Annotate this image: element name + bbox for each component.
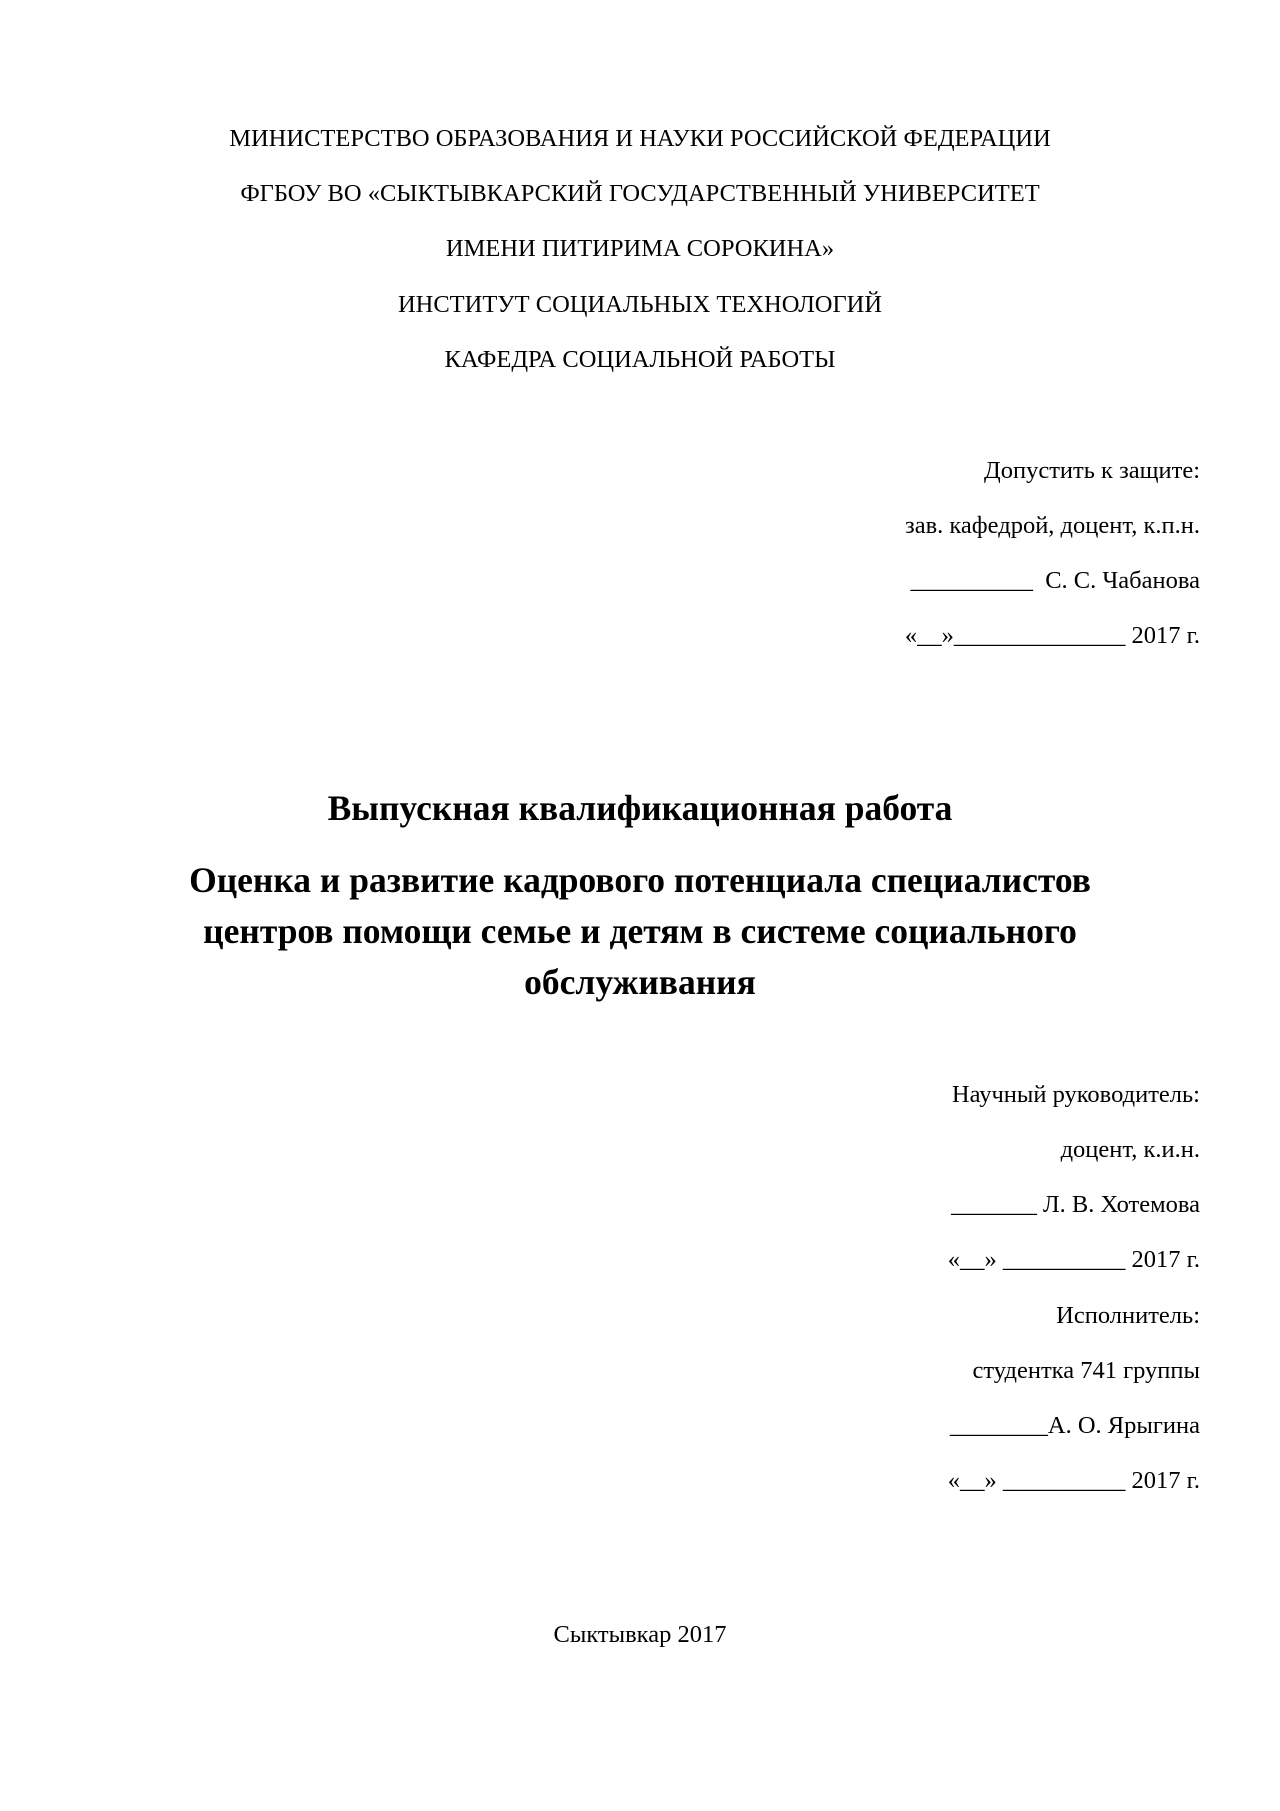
university-name-line-1: ФГБОУ ВО «СЫКТЫВКАРСКИЙ ГОСУДАРСТВЕННЫЙ УНИВЕРСИТЕТ [240,180,1040,207]
supervisor-heading: Научный руководитель: [951,1081,1200,1108]
thesis-topic-line: центров помощи семье и детям в системе социального [203,911,1077,951]
supervisor-block [948,1080,1200,1300]
department-name: КАФЕДРА СОЦИАЛЬНОЙ РАБОТЫ [444,346,836,373]
thesis-topic-line: обслуживания [524,962,756,1002]
thesis-topic [0,855,1280,1008]
supervisor-date: «__» __________ 2017 г. [947,1246,1200,1273]
approval-date: «__»______________ 2017 г. [904,622,1200,649]
approval-position: зав. кафедрой, доцент, к.п.н. [905,512,1200,539]
approval-signature: __________ С. С. Чабанова [910,567,1200,594]
approval-block [905,456,1200,676]
author-block [948,1301,1200,1521]
supervisor-position: доцент, к.и.н. [1060,1136,1200,1163]
approval-heading: Допустить к защите: [984,457,1200,484]
ministry-name: МИНИСТЕРСТВО ОБРАЗОВАНИЯ И НАУКИ РОССИЙСКОЙ ФЕДЕРАЦИИ [229,125,1051,152]
institute-name: ИНСТИТУТ СОЦИАЛЬНЫХ ТЕХНОЛОГИЙ [397,291,883,318]
document-type-title: Выпускная квалификационная работа [327,788,953,828]
author-date: «__» __________ 2017 г. [947,1467,1200,1494]
city-year: Сыктывкар 2017 [553,1621,727,1648]
thesis-topic-line: Оценка и развитие кадрового потенциала специалистов [189,860,1091,900]
university-name-line-2: ИМЕНИ ПИТИРИМА СОРОКИНА» [445,235,835,262]
author-position: студентка 741 группы [972,1357,1200,1384]
author-heading: Исполнитель: [1056,1302,1200,1329]
supervisor-signature: _______ Л. В. Хотемова [951,1191,1200,1218]
author-signature: ________А. О. Ярыгина [949,1412,1200,1439]
